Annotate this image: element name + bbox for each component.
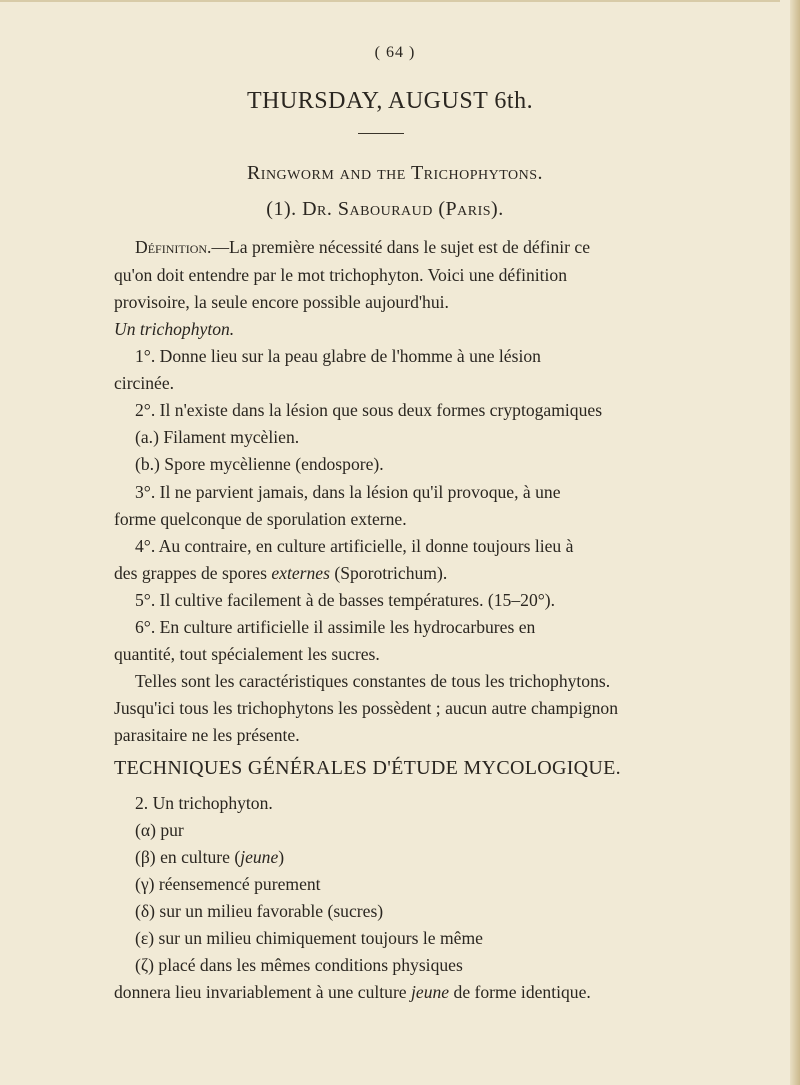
item-3-line-b: forme quelconque de sporulation externe. <box>114 509 407 529</box>
author-line: (1). Dr. Sabouraud (Paris). <box>266 198 504 220</box>
item-1-line-a: 1°. Donne lieu sur la peau glabre de l'homme à une lésion <box>135 346 541 366</box>
technique-line-1: 2. Un trichophyton. <box>135 793 273 813</box>
item-1-line-b: circinée. <box>114 373 175 393</box>
definition-line-2: qu'on doit entendre par le mot trichophyton. Voici une définition <box>114 265 568 285</box>
item-3-line-a: 3°. Il ne parvient jamais, dans la lésion qu'il provoque, à une <box>135 482 561 502</box>
summary-line-1: Telles sont les caractéristiques constantes de tous les trichophytons. <box>135 671 611 691</box>
definition-line-1: Définition.—La première nécessité dans le sujet est de définir ce <box>135 237 591 257</box>
section-subtitle: Ringworm and the Trichophytons. <box>246 162 544 184</box>
item-6-line-a: 6°. En culture artificielle il assimile les hydrocarbures en <box>135 617 536 637</box>
summary-line-2: Jusqu'ici tous les trichophytons les possèdent ; aucun autre champignon <box>114 698 619 718</box>
title-rule <box>358 133 404 134</box>
summary-line-3: parasitaire ne les présente. <box>114 725 300 745</box>
item-2b: (b.) Spore mycèlienne (endospore). <box>135 454 384 474</box>
technique-delta: (δ) sur un milieu favorable (sucres) <box>135 901 384 921</box>
technique-epsilon: (ε) sur un milieu chimiquement toujours le même <box>135 928 483 948</box>
technique-alpha: (α) pur <box>135 820 184 840</box>
page-title: THURSDAY, AUGUST 6th. <box>246 88 534 114</box>
item-2a: (a.) Filament mycèlien. <box>135 427 300 447</box>
technique-gamma: (γ) réensemencé purement <box>135 874 321 894</box>
definition-line-3: provisoire, la seule encore possible aujourd'hui. <box>114 292 449 312</box>
section-heading: TECHNIQUES GÉNÉRALES D'ÉTUDE MYCOLOGIQUE. <box>114 757 621 779</box>
item-6-line-b: quantité, tout spécialement les sucres. <box>114 644 380 664</box>
technique-beta: (β) en culture (jeune) <box>135 847 285 867</box>
technique-zeta: (ζ) placé dans les mêmes conditions physiques <box>135 955 463 975</box>
definition-label: Définition. <box>135 237 212 257</box>
technique-conclusion: donnera lieu invariablement à une culture jeune de forme identique. <box>114 982 591 1002</box>
page-right-edge <box>790 0 800 1085</box>
item-5: 5°. Il cultive facilement à de basses températures. (15–20°). <box>135 590 556 610</box>
definition-line-4: Un trichophyton. <box>114 319 235 339</box>
item-4-line-b: des grappes de spores externes (Sporotrichum). <box>114 563 448 583</box>
item-2: 2°. Il n'existe dans la lésion que sous deux formes cryptogamiques <box>135 400 603 420</box>
item-4-line-a: 4°. Au contraire, en culture artificielle, il donne toujours lieu à <box>135 536 574 556</box>
page-number: ( 64 ) <box>374 44 416 61</box>
